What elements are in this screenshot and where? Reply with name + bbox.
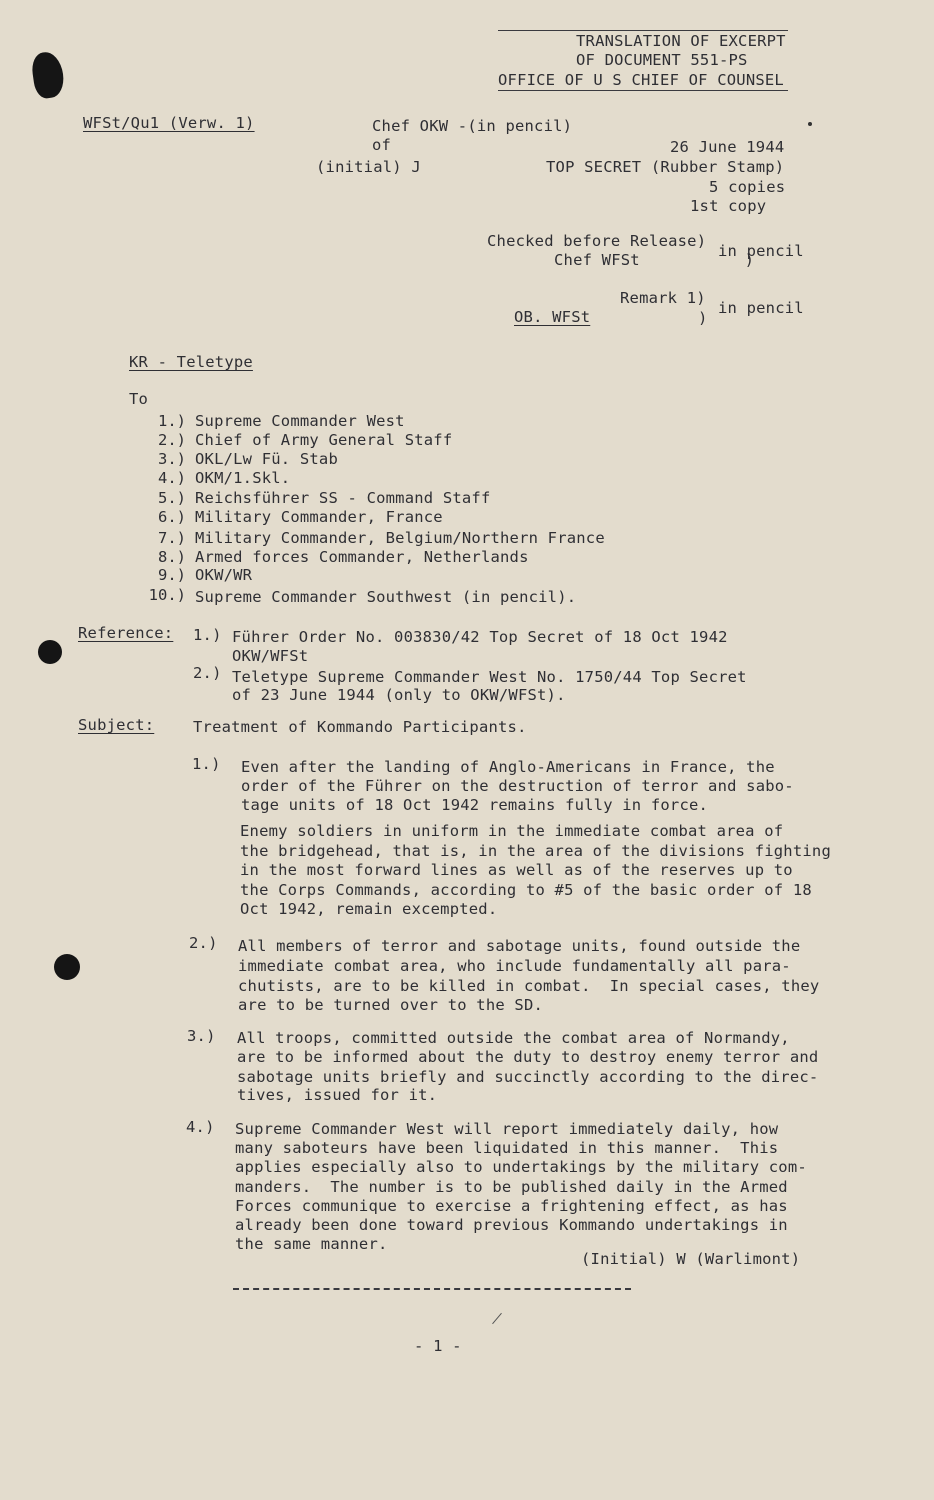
recipient-number: 9.): [158, 566, 186, 584]
paragraph-4-line: applies especially also to undertakings by the military com-: [235, 1158, 807, 1176]
to-label: To: [129, 390, 149, 408]
recipient-number: 3.): [158, 450, 186, 468]
recipient-name: Supreme Commander Southwest (in pencil).: [195, 588, 577, 606]
recipient-name: Military Commander, France: [195, 508, 443, 526]
copy-number: 1st copy: [690, 197, 767, 215]
punch-hole-top: [30, 50, 66, 100]
signature-initial: (Initial) W (Warlimont): [581, 1250, 801, 1268]
recipient-name: OKW/WR: [195, 566, 253, 584]
recipient-number: 10.): [148, 586, 186, 604]
paragraph-1-line: Even after the landing of Anglo-Americans in France, the: [241, 758, 775, 776]
paragraph-4-number: 4.): [186, 1118, 215, 1136]
paragraph-1b-line: in the most forward lines as well as of the reserves up to: [240, 861, 793, 879]
title-top-rule: [498, 30, 788, 31]
recipient-number: 5.): [158, 489, 186, 507]
paragraph-4-line: Supreme Commander West will report immediately daily, how: [235, 1120, 779, 1138]
recipient-number: 8.): [158, 548, 186, 566]
checked-pencil-note: in pencil: [718, 242, 804, 260]
recipient-number: 6.): [158, 508, 186, 526]
paragraph-3-number: 3.): [187, 1027, 216, 1045]
recipient-name: Supreme Commander West: [195, 412, 405, 430]
paragraph-4-line: Forces communique to exercise a frightening effect, as has: [235, 1197, 788, 1215]
paragraph-3-line: sabotage units briefly and succinctly according to the direc-: [237, 1068, 819, 1086]
paragraph-1b-line: the bridgehead, that is, in the area of the divisions fighting: [240, 842, 831, 860]
checked-before-release: Checked before Release): [487, 232, 707, 250]
paragraph-1-number: 1.): [192, 755, 221, 773]
remark-pencil-note: in pencil: [718, 299, 804, 317]
punch-hole-lower: [54, 954, 80, 980]
subject-text: Treatment of Kommando Participants.: [193, 718, 527, 736]
paragraph-2-line: are to be turned over to the SD.: [238, 996, 544, 1014]
document-date: 26 June 1944: [670, 138, 785, 156]
pencil-mark: [492, 1313, 502, 1324]
recipient-name: Chief of Army General Staff: [195, 431, 453, 449]
translation-title-line-3: OFFICE OF U S CHIEF OF COUNSEL: [498, 71, 784, 89]
paragraph-4-line: already been done toward previous Kommando undertakings in: [235, 1216, 788, 1234]
pencil-mark: [808, 122, 812, 126]
remark-line: Remark 1): [620, 289, 706, 307]
paragraph-1-line: order of the Führer on the destruction of terror and sabo-: [241, 777, 794, 795]
remark-paren: ): [698, 309, 708, 327]
recipient-name: OKM/1.Skl.: [195, 469, 291, 487]
classification-stamp: TOP SECRET (Rubber Stamp): [546, 158, 785, 176]
recipient-name: Military Commander, Belgium/Northern France: [195, 529, 605, 547]
reference-1-number: 1.): [193, 626, 222, 644]
punch-hole-middle: [38, 640, 62, 664]
reference-2-number: 2.): [193, 664, 222, 682]
recipient-number: 7.): [158, 529, 186, 547]
paragraph-1b-line: Enemy soldiers in uniform in the immediate combat area of: [240, 822, 784, 840]
translation-title-line-2: OF DOCUMENT 551-PS: [576, 51, 748, 69]
chef-of: of: [372, 136, 392, 154]
title-bottom-rule: [498, 90, 788, 91]
paragraph-4-line: many saboteurs have been liquidated in this manner. This: [235, 1139, 779, 1157]
paragraph-1b-line: Oct 1942, remain excempted.: [240, 900, 498, 918]
paragraph-1b-line: the Corps Commands, according to #5 of the basic order of 18: [240, 881, 812, 899]
recipient-name: Armed forces Commander, Netherlands: [195, 548, 529, 566]
file-reference: WFSt/Qu1 (Verw. 1): [83, 114, 255, 132]
remark-ob-wfst: OB. WFSt: [514, 308, 591, 326]
page-number: - 1 -: [414, 1337, 462, 1355]
reference-label: Reference:: [78, 624, 174, 642]
paragraph-3-line: are to be informed about the duty to destroy enemy terror and: [237, 1048, 819, 1066]
paragraph-3-line: All troops, committed outside the combat area of Normandy,: [237, 1029, 790, 1047]
recipient-number: 4.): [158, 469, 186, 487]
initial-j: (initial) J: [316, 158, 421, 176]
recipient-name: OKL/Lw Fü. Stab: [195, 450, 338, 468]
paragraph-3-line: tives, issued for it.: [237, 1086, 438, 1104]
recipient-number: 2.): [158, 431, 186, 449]
reference-1-line-2: OKW/WFSt: [232, 647, 309, 665]
paragraph-4-line: the same manner.: [235, 1235, 388, 1253]
paragraph-2-number: 2.): [189, 934, 218, 952]
subject-label: Subject:: [78, 716, 155, 734]
paragraph-2-line: immediate combat area, who include fundamentally all para-: [238, 957, 791, 975]
closing-dashed-rule: [233, 1288, 631, 1290]
recipient-name: Reichsführer SS - Command Staff: [195, 489, 491, 507]
paragraph-1-line: tage units of 18 Oct 1942 remains fully in force.: [241, 796, 709, 814]
copies-count: 5 copies: [709, 178, 786, 196]
teletype-label: KR - Teletype: [129, 353, 253, 371]
paragraph-2-line: All members of terror and sabotage units, found outside the: [238, 937, 801, 955]
recipient-number: 1.): [158, 412, 186, 430]
paragraph-4-line: manders. The number is to be published daily in the Armed: [235, 1178, 788, 1196]
chef-okw-note: Chef OKW -(in pencil): [372, 117, 573, 135]
checked-chef-wfst: Chef WFSt ): [554, 251, 755, 269]
paragraph-2-line: chutists, are to be killed in combat. In special cases, they: [238, 977, 820, 995]
translation-title-line-1: TRANSLATION OF EXCERPT: [576, 32, 786, 50]
reference-2-line-1: Teletype Supreme Commander West No. 1750/44 Top Secret: [232, 668, 747, 686]
reference-1-line-1: Führer Order No. 003830/42 Top Secret of 18 Oct 1942: [232, 628, 728, 646]
reference-2-line-2: of 23 June 1944 (only to OKW/WFSt).: [232, 686, 566, 704]
